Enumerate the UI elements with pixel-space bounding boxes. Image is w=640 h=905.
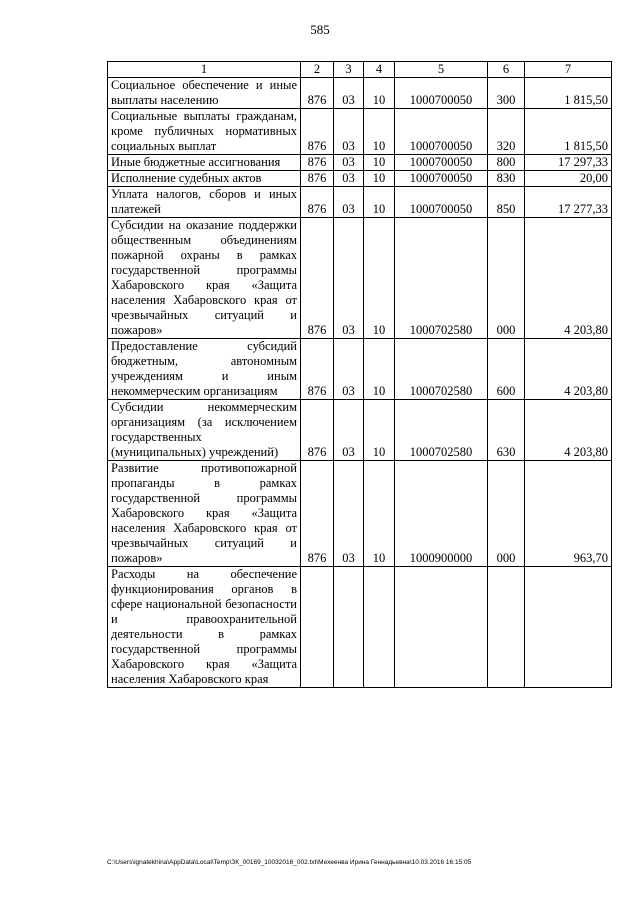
table-row	[108, 78, 612, 109]
cell-expense-type	[488, 567, 525, 688]
cell-amount: 17 297,33	[525, 155, 612, 171]
cell-expense-type: 850	[488, 187, 525, 218]
cell-section: 03	[334, 155, 364, 171]
cell-target-article	[395, 567, 488, 688]
cell-section: 03	[334, 78, 364, 109]
cell-target-article: 1000900000	[395, 461, 488, 567]
cell-grbs: 876	[301, 218, 334, 339]
cell-section: 03	[334, 400, 364, 461]
table-header	[108, 62, 612, 78]
cell-name: Развитие противопожарной пропаганды в рамках государственной программы Хабаровского края «Защита населения Хабаровского края от чрезвычайных ситуаций и пожаров»	[108, 461, 301, 567]
header-col-3: 3	[334, 62, 364, 78]
cell-section: 03	[334, 218, 364, 339]
cell-name: Социальное обеспечение и иные выплаты населению	[108, 78, 301, 109]
cell-amount: 4 203,80	[525, 218, 612, 339]
cell-grbs: 876	[301, 461, 334, 567]
cell-grbs: 876	[301, 339, 334, 400]
header-col-2: 2	[301, 62, 334, 78]
page-number: 585	[310, 22, 330, 37]
cell-subsection: 10	[364, 400, 395, 461]
cell-name: Субсидии некоммерческим организациям (за исключением государственных (муниципальных) учреждений)	[108, 400, 301, 461]
cell-subsection: 10	[364, 78, 395, 109]
cell-target-article: 1000700050	[395, 155, 488, 171]
table-row	[108, 155, 612, 171]
table-row	[108, 187, 612, 218]
header-col-4: 4	[364, 62, 395, 78]
cell-amount: 963,70	[525, 461, 612, 567]
cell-grbs: 876	[301, 171, 334, 187]
cell-grbs: 876	[301, 109, 334, 155]
cell-target-article: 1000702580	[395, 400, 488, 461]
header-col-1: 1	[108, 62, 301, 78]
cell-section: 03	[334, 339, 364, 400]
cell-amount: 20,00	[525, 171, 612, 187]
cell-amount: 1 815,50	[525, 78, 612, 109]
cell-grbs: 876	[301, 155, 334, 171]
cell-name: Исполнение судебных актов	[108, 171, 301, 187]
header-col-7: 7	[525, 62, 612, 78]
cell-expense-type: 000	[488, 461, 525, 567]
cell-amount: 4 203,80	[525, 400, 612, 461]
cell-subsection: 10	[364, 155, 395, 171]
table-row	[108, 109, 612, 155]
cell-target-article: 1000700050	[395, 78, 488, 109]
cell-expense-type: 320	[488, 109, 525, 155]
file-path-footer: C:\Users\ignatekhina\AppData\Local\Temp\ЗК_00169_10032016_002.txt\Мехеенва Ирина Геннадьевна\10.03.2016 16:15:05	[107, 859, 472, 866]
cell-grbs: 876	[301, 400, 334, 461]
table-row	[108, 461, 612, 567]
cell-subsection: 10	[364, 109, 395, 155]
cell-name: Уплата налогов, сборов и иных платежей	[108, 187, 301, 218]
cell-subsection: 10	[364, 218, 395, 339]
cell-subsection: 10	[364, 461, 395, 567]
cell-subsection: 10	[364, 187, 395, 218]
cell-target-article: 1000700050	[395, 171, 488, 187]
cell-section: 03	[334, 171, 364, 187]
table-row	[108, 567, 612, 688]
cell-name: Предоставление субсидий бюджетным, автономным учреждениям и иным некоммерческим организациям	[108, 339, 301, 400]
cell-expense-type: 600	[488, 339, 525, 400]
cell-grbs: 876	[301, 78, 334, 109]
cell-subsection: 10	[364, 339, 395, 400]
header-col-5: 5	[395, 62, 488, 78]
cell-section: 03	[334, 461, 364, 567]
cell-name: Расходы на обеспечение функционирования органов в сфере национальной безопасности и правоохранительной деятельности в рамках государственной программы Хабаровского края «Защита населения Хабаровского края	[108, 567, 301, 688]
table-body	[108, 78, 612, 688]
cell-amount: 17 277,33	[525, 187, 612, 218]
budget-table	[107, 61, 612, 688]
cell-name: Субсидии на оказание поддержки общественным объединениям пожарной охраны в рамках государственной программы Хабаровского края «Защита населения Хабаровского края от чрезвычайных ситуаций и пожаров»	[108, 218, 301, 339]
cell-section: 03	[334, 187, 364, 218]
cell-amount: 1 815,50	[525, 109, 612, 155]
cell-section	[334, 567, 364, 688]
cell-expense-type: 830	[488, 171, 525, 187]
cell-name: Иные бюджетные ассигнования	[108, 155, 301, 171]
cell-expense-type: 800	[488, 155, 525, 171]
cell-grbs	[301, 567, 334, 688]
table-row	[108, 218, 612, 339]
cell-target-article: 1000702580	[395, 218, 488, 339]
cell-expense-type: 300	[488, 78, 525, 109]
table-row	[108, 400, 612, 461]
cell-grbs: 876	[301, 187, 334, 218]
cell-expense-type: 000	[488, 218, 525, 339]
cell-subsection: 10	[364, 171, 395, 187]
cell-name: Социальные выплаты гражданам, кроме публичных нормативных социальных выплат	[108, 109, 301, 155]
cell-target-article: 1000700050	[395, 187, 488, 218]
table-row	[108, 171, 612, 187]
cell-subsection	[364, 567, 395, 688]
cell-target-article: 1000702580	[395, 339, 488, 400]
header-col-6: 6	[488, 62, 525, 78]
table-row	[108, 339, 612, 400]
cell-expense-type: 630	[488, 400, 525, 461]
cell-amount	[525, 567, 612, 688]
cell-target-article: 1000700050	[395, 109, 488, 155]
cell-section: 03	[334, 109, 364, 155]
cell-amount: 4 203,80	[525, 339, 612, 400]
